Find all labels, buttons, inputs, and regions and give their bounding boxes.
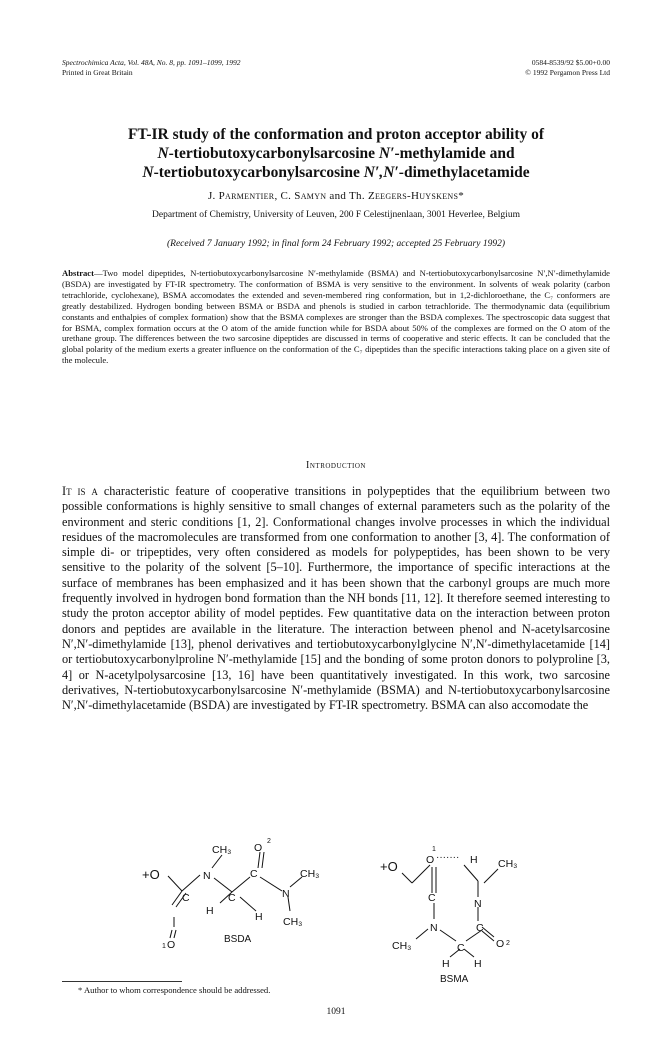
- bsda-h-1: H: [206, 905, 214, 917]
- corresponding-mark: *: [458, 190, 465, 202]
- author-list: [62, 190, 610, 202]
- bsma-ch3-left: CH₃: [392, 940, 412, 952]
- title-line-3-text: -tertiobutoxycarbonylsarcosine: [153, 164, 364, 181]
- title-line-3-end: -dimethylacetamide: [398, 164, 530, 181]
- bsma-o1-number: 1: [432, 846, 436, 853]
- bsma-o2: O: [496, 938, 505, 950]
- bsda-n2: N: [282, 888, 290, 900]
- bsma-structure: [378, 835, 578, 985]
- body-paragraph: characteristic feature of cooperative transitions in polypeptides that the equilibrium between two possible conformations is highly sensitive to small changes of external parameters such as the polarity of the environment and steric conditions [1, 2]. Conformational changes involve processes in which the individual residues of the macromolecules are transformed from one conformation to another [3, 4]. The conformation of simple di- or tripeptides, very often considered as models for polypeptides, has been shown to be very sensitive to the polarity of the solvent [5–10]. Furthermore, the importance of specific interactions at the surface of membranes has been emphasized and it has been shown that the carbonyl groups are much more frequently involved in hydrogen bond formation than the NH bonds [11, 12]. It therefore seemed interesting to study the proton acceptor ability of model peptides. Few quantitative data on the interaction between proton donors and peptides are available in the literature. The interaction between phenol and N-acetylsarcosine N′,N′-dimethylamide [13], phenol derivatives and tertiobutoxycarbonylglycine N′,N′-dimethylacetamide [14] or tertiobutoxycarbonylproline N′-methylamide [15] and the bonding of some proton donors to polyproline [3, 4] or N-acetylpolysarcosine [13, 16] have been quantitatively investigated. In this work, two sarcosine derivatives, N-tertiobutoxycarbonylsarcosine N′-methylamide (BSMA) and N-tertiobutoxycarbonylsarcosine N′,N′-dimethylacetamide (BSDA) are investigated by FT-IR spectrometry. BSMA can also accomodate the: [62, 484, 610, 713]
- abstract: [62, 268, 610, 366]
- bsma-hbond-dots: ·······: [436, 852, 460, 863]
- title-n-prime-2: N′,N′: [363, 164, 399, 181]
- bsma-c-alpha: C: [457, 942, 465, 954]
- bsda-o2: O: [254, 842, 263, 854]
- code-line: 0584-8539/92 $5.00+0.00: [531, 58, 610, 67]
- title-n-italic-2: N: [142, 164, 154, 181]
- section-heading-introduction: Introduction: [306, 460, 366, 471]
- bsma-c-carbonyl-2: C: [476, 922, 484, 934]
- author-2-name: Samyn: [294, 190, 327, 202]
- bsma-o2-number: 2: [506, 940, 510, 947]
- paper-title: [62, 125, 610, 182]
- title-line-2-end: -methylamide and: [394, 145, 515, 162]
- title-line-2-text: -tertiobutoxycarbonylsarcosine: [168, 145, 379, 162]
- bsda-n1: N: [203, 870, 211, 882]
- received-dates: [62, 239, 610, 249]
- bsda-c-carbonyl-1: C: [182, 892, 190, 904]
- abstract-label: Abstract: [62, 268, 94, 278]
- title-line-3: [62, 163, 610, 182]
- bsda-o1-number: 1: [162, 943, 166, 950]
- title-n-prime: N′: [378, 145, 395, 162]
- abstract-text: —Two model dipeptides, N-tertiobutoxycarbonylsarcosine N′-methylamide (BSMA) and N-tertiobutoxycarbonylsarcosine N′,N′-dimethylamide (BSDA) are investigated by FT-IR spectrometry. The conformation of BSMA is very sensitive to the environment. In solvents of weak polarity (carbon tetrachloride, cyclohexane), BSMA accomodates the extended and seven-membered ring conformation, but in 1,2-dichloroethane, the C₇ conformers are greatly destabilized. Hydrogen bonding between BSMA or BSDA and phenols is studied in carbon tetrachloride. The thermodynamic data (equilibrium constants and enthalpies of complex formation) show that the BSMA complexes are stronger than the BSDA complexes. The spectroscopic data suggest that for BSMA, complex formation occurs at the O atom of the amide function while for BSDA about 50% of the complexes are formed on the O atom of the urethane group. The differences between the two sarcosine dipeptides are discussed in terms of cooperative and steric effects. It can be concluded that the global polarity of the medium exerts a greater influence on the conformation of the C₇ dipeptides than the specific interactions taking place on a given site of the molecule.: [62, 268, 610, 366]
- author-sep-2: and Th.: [326, 190, 368, 202]
- journal-citation: [62, 58, 241, 77]
- bsma-label: BSMA: [440, 974, 469, 985]
- journal-code: [525, 58, 610, 77]
- author-1-name: Parmentier: [218, 190, 275, 202]
- footnote-rule: [62, 981, 182, 982]
- body-lead: It is a: [62, 484, 98, 498]
- received-part-1: (Received 7 January 1992;: [167, 239, 272, 249]
- received-part-3: 24 February 1992;: [319, 239, 397, 249]
- author-3-name: Zeegers-Huyskens: [367, 190, 459, 202]
- author-1-initial: J.: [207, 190, 219, 202]
- title-n-italic: N: [157, 145, 169, 162]
- received-part-5: 25 February 1992): [430, 239, 505, 249]
- title-line-2: [62, 144, 610, 163]
- bsma-h-nh: H: [470, 854, 478, 866]
- bsma-n-amide: N: [474, 898, 482, 910]
- page-number: 1091: [326, 1007, 346, 1017]
- printed-line: Printed in Great Britain: [62, 67, 133, 77]
- bsda-structure-drawing: [140, 835, 360, 975]
- bsma-c-carbonyl-1: C: [428, 892, 436, 904]
- bsma-ch3-right: CH₃: [498, 858, 518, 870]
- bsda-label: BSDA: [224, 934, 252, 945]
- bsda-structure: [140, 835, 360, 975]
- bsma-n-sarcosine: N: [430, 922, 438, 934]
- bsda-o2-number: 2: [267, 838, 271, 845]
- introduction-text: [62, 484, 610, 713]
- bsda-c-alpha: C: [228, 892, 236, 904]
- bsda-c-carbonyl-2: C: [250, 868, 258, 880]
- bsma-h-2: H: [474, 958, 482, 970]
- bsma-structure-drawing: [378, 835, 578, 985]
- bsda-ch3-top: CH₃: [212, 844, 232, 856]
- bsma-o1: O: [426, 854, 435, 866]
- received-part-4: accepted: [396, 239, 431, 249]
- affiliation: Department of Chemistry, University of Leuven, 200 F Celestijnenlaan, 3001 Heverlee, Belgium: [152, 210, 520, 220]
- footnote: * Author to whom correspondence should be addressed.: [78, 985, 271, 995]
- bsda-ch3-right: CH₃: [300, 868, 320, 880]
- title-line-1: FT-IR study of the conformation and proton acceptor ability of: [127, 126, 545, 143]
- bsda-o1: O: [167, 939, 176, 951]
- bsda-h-2: H: [255, 911, 263, 923]
- author-sep-1: , C.: [274, 190, 295, 202]
- copyright-line: © 1992 Pergamon Press Ltd: [525, 67, 610, 77]
- journal-line: Spectrochimica Acta, Vol. 48A, No. 8, pp. 1091–1099, 1992: [62, 58, 241, 67]
- bsda-ch3-bottom: CH₃: [283, 916, 303, 928]
- received-part-2: in final form: [271, 239, 320, 249]
- bsda-tbu-o: +O: [142, 867, 160, 882]
- bsma-h-1: H: [442, 958, 450, 970]
- bsma-tbu-o: +O: [380, 859, 398, 874]
